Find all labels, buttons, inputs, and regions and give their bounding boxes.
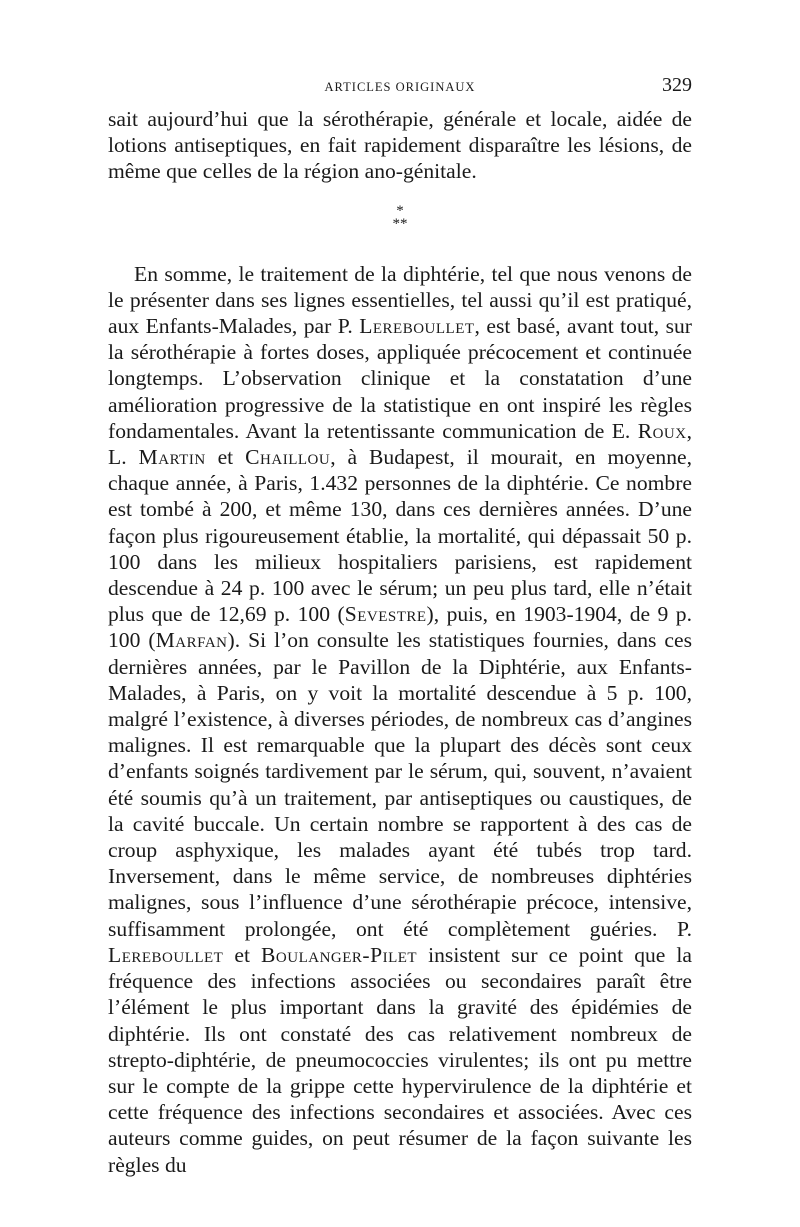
text-segment: et xyxy=(223,942,261,967)
paragraph-continued: sait aujourd’hui que la sérothérapie, générale et locale, aidée de lotions antiseptiques, en fait rapidement disparaître les lésions, de même que celles de la région ano-génitale. xyxy=(108,107,692,184)
author-name-boulanger-pilet: Boulanger-Pilet xyxy=(261,942,418,967)
author-name-sevestre: Sevestre xyxy=(344,602,427,627)
text-segment: et xyxy=(205,445,246,470)
text-segment: ). Si l’on consulte les statistiques fournies, dans ces dernières années, par le Pavillon de la Diphtérie, aux Enfants-Malades, à Paris, on y voit la mortalité descendue à 5 p. 100, malgré l’existence, à diverses périodes, de nombreux cas d’angines malignes. Il est remarquable que la plupart des décès sont ceux d’enfants soignés tardivement par le sérum, qui, souvent, n’avaient été soumis qu’à un traitement, par antiseptiques ou caustiques, de la cavité buccale. Un certain nombre se rapportent à des cas de croup asphyxique, les malades ayant été tubés trop tard. Inversement, dans le même service, de nombreuses diphtéries malignes, sous l’influence d’une sérothérapie précoce, intensive, suffisamment prolongée, ont été complètement guéries. P. xyxy=(108,628,692,941)
author-name-chaillou: Chaillou xyxy=(245,445,331,470)
running-title: ARTICLES ORIGINAUX xyxy=(324,80,476,94)
asterism-separator xyxy=(108,202,692,232)
text-segment: ), puis, en 1903-1904, de 9 p. 100 ( xyxy=(108,602,692,653)
text-segment: insistent sur ce point que la fréquence des infections associées ou secondaires paraît être l’élément le plus important dans la gravité des épidémies de diphtérie. Ils ont constaté des cas relativement nombreux de strepto-diphtérie, de pneumococcies virulentes; ils ont pu mettre sur le compte de la grippe cette hypervirulence de la diphtérie et cette fréquence des infections secondaires et associées. Avec ces auteurs comme guides, on peut résumer de la façon suivante les règles du xyxy=(108,942,692,1177)
book-page xyxy=(108,72,692,1178)
author-name-roux: Roux xyxy=(637,418,687,443)
text-segment: , L. xyxy=(108,418,692,470)
page-number: 329 xyxy=(662,74,692,96)
author-name-marfan: Marfan xyxy=(155,628,228,653)
paragraph-main xyxy=(108,261,692,1178)
text-segment: En somme, le traitement de la diphtérie, tel que nous venons de le présenter dans ses lignes essentielles, tel aussi qu’il est pratiqué, aux Enfants-Malades, par P. xyxy=(108,261,692,339)
asterism-top: * xyxy=(396,202,404,219)
text-segment: , à Budapest, il mourait, en moyenne, chaque année, à Paris, 1.432 personnes de la diphtérie. Ce nombre est tombé à 200, et même 130, dans ces dernières années. D’une façon plus rigoureusement établie, la mortalité, qui dépassait 50 p. 100 dans les milieux hospitaliers parisiens, est rapidement descendue à 24 p. 100 avec le sérum; un peu plus tard, elle n’était plus que de 12,69 p. 100 ( xyxy=(108,445,692,627)
author-name-lereboullet: Lereboullet xyxy=(359,314,475,339)
author-name-martin: Martin xyxy=(138,445,206,470)
running-head xyxy=(108,72,692,106)
author-name-lereboullet: Lereboullet xyxy=(108,942,224,967)
asterism-bottom: ** xyxy=(392,215,408,232)
text-segment: , est basé, avant tout, sur la sérothérapie à fortes doses, appliquée précocement et continuée longtemps. L’observation clinique et la constatation d’une amélioration progressive de la statistique en ont inspiré les règles fondamentales. Avant la retentissante communication de E. xyxy=(108,314,693,443)
